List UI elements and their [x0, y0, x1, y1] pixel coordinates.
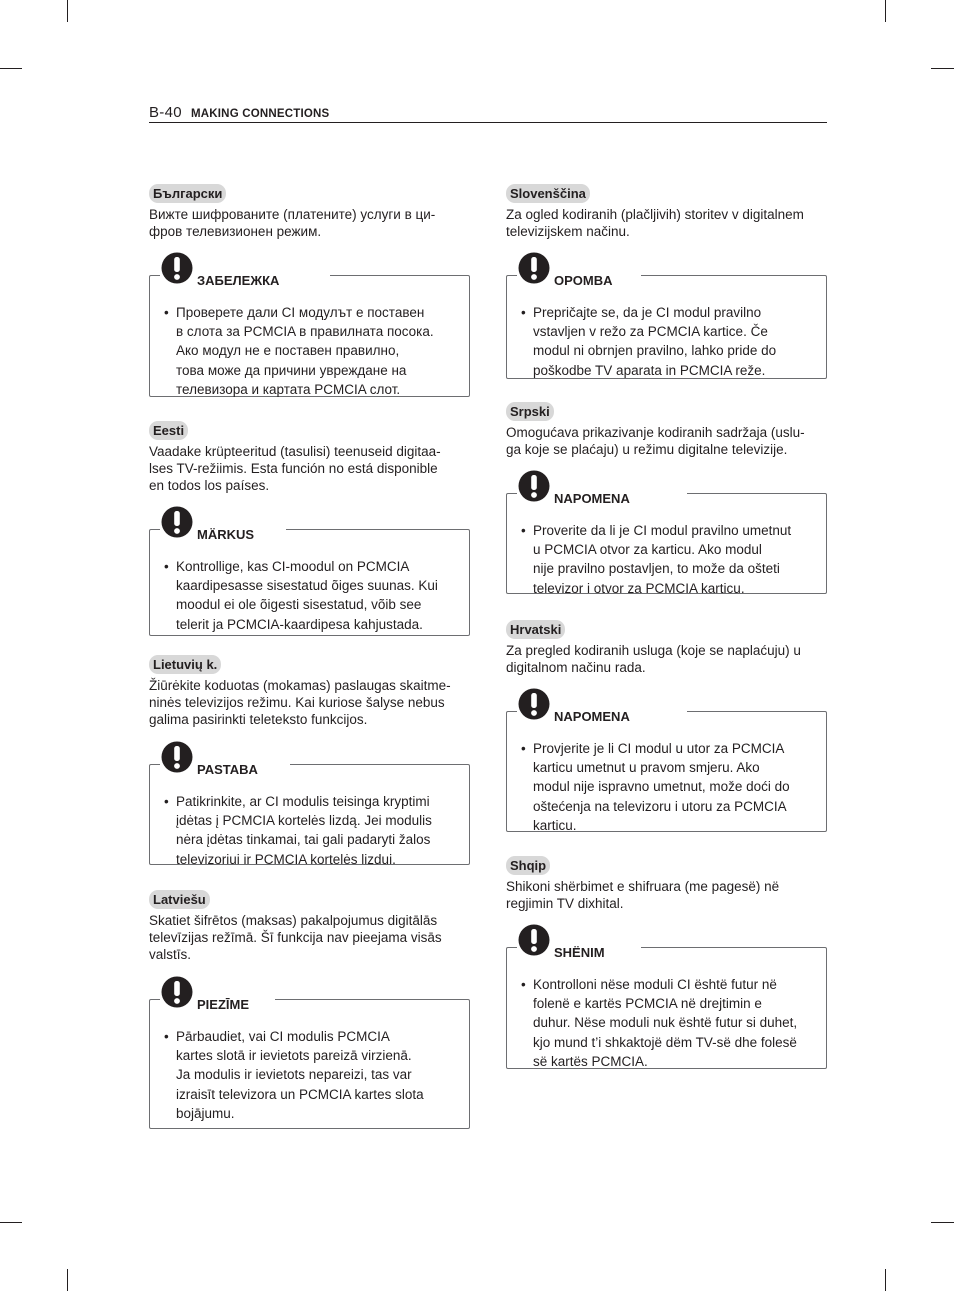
note-title: ЗАБЕЛЕЖКА	[197, 273, 283, 288]
note-title: OPOMBA	[554, 273, 617, 288]
language-tag: Slovenščina	[506, 184, 590, 203]
crop-mark	[931, 68, 954, 69]
note-box	[506, 947, 827, 1069]
crop-mark	[931, 1222, 954, 1223]
note-list	[164, 1027, 454, 1123]
note-title: SHËNIM	[554, 945, 609, 960]
note-item: • Kontrollige, kas CI-moodul on PCMCIA kaardipesasse sisestatud õiges suunas. Kui moodul ei ole õigesti sisestatud, võib see telerit ja PCMCIA-kaardipesa kahjustada.	[164, 559, 438, 632]
warning-icon	[518, 470, 550, 502]
warning-icon	[161, 252, 193, 284]
note-title: PIEZĪME	[197, 997, 253, 1012]
section-description: Vaadake krüpteeritud (tasulisi) teenuseid digitaa- lses TV-režiimis. Esta función no está disponible en todos los países.	[149, 444, 441, 494]
note-item: • Kontrolloni nëse moduli CI është futur në folenë e kartës PCMCIA në drejtimin e duhur. Nëse moduli nuk është futur si duhet, kjo mund t’i shkaktojë dëm TV-së dhe folesë së kartës PCMCIA.	[521, 977, 798, 1069]
crop-mark	[885, 0, 886, 22]
note-list	[521, 521, 811, 598]
language-tag: Latviešu	[149, 890, 210, 909]
chapter-title: MAKING CONNECTIONS	[191, 108, 330, 120]
section-description: Skatiet šifrētos (maksas) pakalpojumus digitālās televīzijas režīmā. Šī funkcija nav pieejama visās valstīs.	[149, 913, 442, 963]
note-item: • Prepričajte se, da je CI modul pravilno vstavljen v režo za PCMCIA kartice. Če modul ni obrnjen pravilno, lahko pride do poškodbe TV aparata in PCMCIA reže.	[521, 305, 777, 378]
note-list	[521, 739, 811, 835]
note-title: NAPOMENA	[554, 709, 634, 724]
section-description: Za pregled kodiranih usluga (koje se naplaćuju) u digitalnom načinu rada.	[506, 643, 801, 676]
note-box	[506, 711, 827, 832]
note-item: • Pārbaudiet, vai CI modulis PCMCIA kartes slotā ir ievietots pareizā virzienā. Ja modulis ir ievietots nepareizi, tas var izraisīt televizora un PCMCIA kartes slota bojājumu.	[164, 1029, 424, 1121]
note-list	[164, 792, 454, 869]
note-box	[506, 493, 827, 594]
language-tag: Srpski	[506, 402, 554, 421]
language-tag: Български	[149, 184, 226, 203]
crop-mark	[67, 0, 68, 22]
warning-icon	[518, 688, 550, 720]
language-tag: Lietuvių k.	[149, 655, 221, 674]
crop-mark	[0, 1222, 22, 1223]
note-item: • Proverite da li je CI modul pravilno umetnut u PCMCIA otvor za karticu. Ako modul nije pravilno postavljen, to može da ošteti televizor i otvor za PCMCIA karticu.	[521, 523, 792, 596]
warning-icon	[161, 506, 193, 538]
language-tag: Shqip	[506, 856, 550, 875]
section-description: Žiūrėkite koduotas (mokamas) paslaugas skaitme- ninės televizijos režimu. Kai kuriose šalyse nebus galima pasirinkti teleteksto funkcijos.	[149, 678, 451, 728]
note-title: PASTABA	[197, 762, 262, 777]
section-description: Za ogled kodiranih (plačljivih) storitev v digitalnem televizijskem načinu.	[506, 207, 804, 240]
page-header	[149, 104, 827, 123]
section-description: Omogućava prikazivanje kodiranih sadržaja (uslu- ga koje se plaćaju) u režimu digitalne televizije.	[506, 425, 805, 458]
crop-mark	[0, 68, 22, 69]
note-list	[164, 557, 454, 634]
note-title: MÄRKUS	[197, 527, 258, 542]
language-tag: Hrvatski	[506, 620, 565, 639]
note-list	[521, 303, 811, 380]
language-tag: Eesti	[149, 421, 188, 440]
note-box	[506, 275, 827, 379]
note-item: • Patikrinkite, ar CI modulis teisinga kryptimi įdėtas į PCMCIA kortelės lizdą. Jei modulis nėra įdėtas tinkamai, tai gali padaryti žalos televizoriui ir PCMCIA kortelės lizdui.	[164, 794, 432, 867]
note-box	[149, 529, 470, 636]
note-box	[149, 999, 470, 1129]
note-list	[164, 303, 454, 399]
page-number: B-40	[149, 104, 182, 121]
warning-icon	[161, 976, 193, 1008]
note-list	[521, 975, 811, 1071]
note-item: • Проверете дали CI модулът е поставен в слота за PCMCIA в правилната посока. Ако модул не е поставен правилно, това може да причини увреждане на телевизора и картата PCMCIA слот.	[164, 305, 434, 397]
section-description: Shikoni shërbimet e shifruara (me pagesë) në regjimin TV dixhital.	[506, 879, 780, 912]
section-description: Вижте шифрованите (платените) услуги в ци- фров телевизионен режим.	[149, 207, 436, 240]
note-box	[149, 275, 470, 397]
note-title: NAPOMENA	[554, 491, 634, 506]
note-box	[149, 764, 470, 865]
warning-icon	[518, 252, 550, 284]
warning-icon	[161, 741, 193, 773]
note-item: • Provjerite je li CI modul u utor za PCMCIA karticu umetnut u pravom smjeru. Ako modul nije ispravno umetnut, može doći do oštećenja na televizoru i utoru za PCMCIA karticu.	[521, 741, 790, 833]
warning-icon	[518, 924, 550, 956]
crop-mark	[885, 1269, 886, 1291]
crop-mark	[67, 1269, 68, 1291]
